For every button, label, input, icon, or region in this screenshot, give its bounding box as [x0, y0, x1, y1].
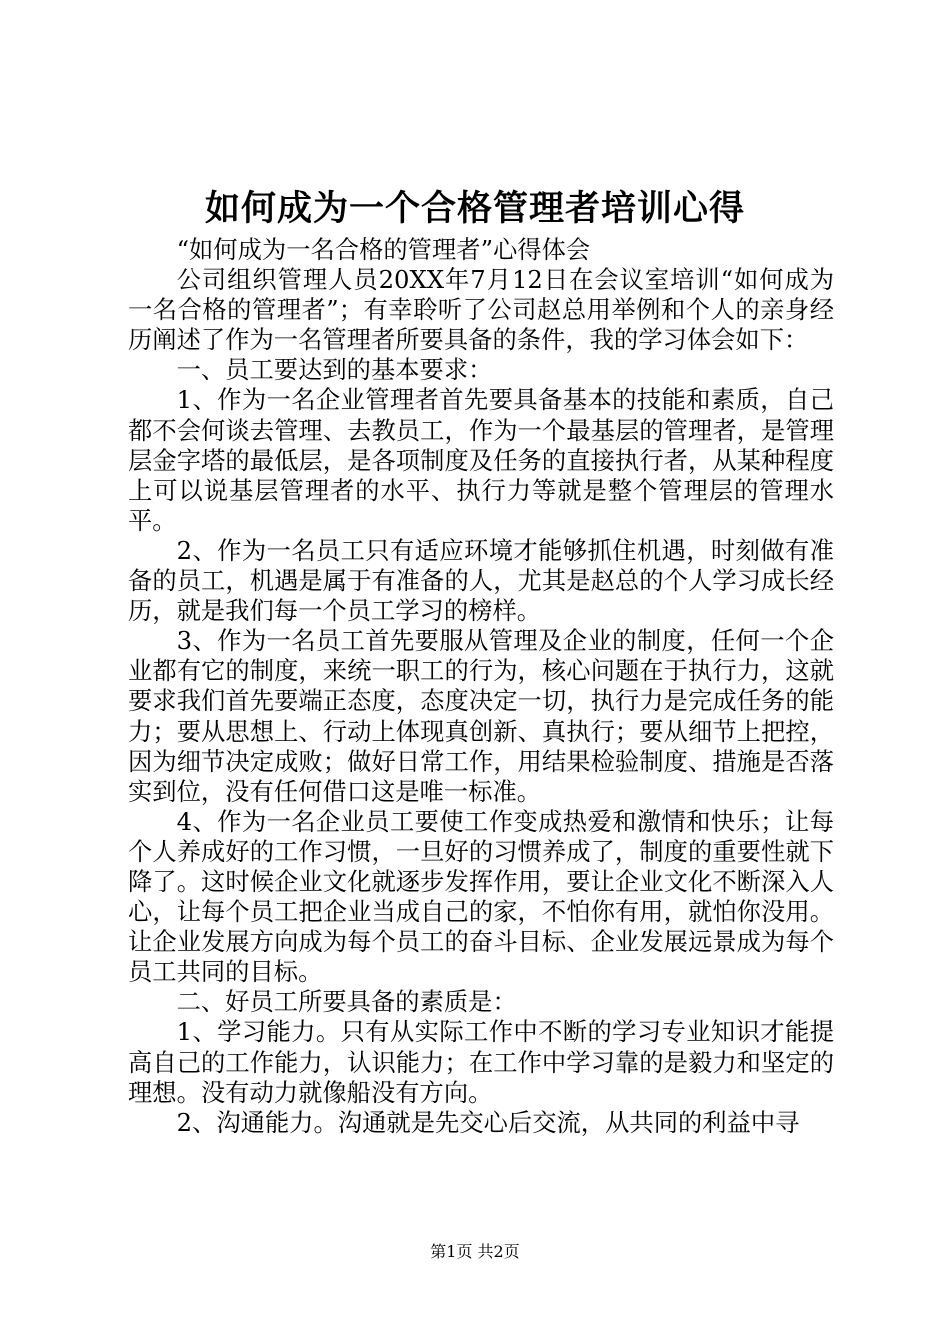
- paragraph-subtitle: “如何成为一名合格的管理者”心得体会: [176, 235, 591, 264]
- section-heading-1: 一、员工要达到的基本要求：: [176, 355, 493, 385]
- section-heading-2: 二、好员工所要具备的素质是：: [176, 987, 517, 1017]
- paragraph-item-1-1: 1、作为一名企业管理者首先要具备基本的技能和素质，自己都不会何谈去管理、去教员工，作为一个最基层的管理者，是管理层金字塔的最低层，是各项制度及任务的直接执行者，从某种程度上可以说基层管理者的水平、执行力等就是整个管理层的管理水平。: [128, 385, 834, 535]
- page-footer: 第1页 共2页: [430, 1242, 520, 1261]
- paragraph-item-1-3: 3、作为一名员工首先要服从管理及企业的制度，任何一个企业都有它的制度，来统一职工的行为，核心问题在于执行力，这就要求我们首先要端正态度，态度决定一切，执行力是完成任务的能力；要从思想上、行动上体现真创新、真执行；要从细节上把控，因为细节决定成败；做好日常工作，用结果检验制度、措施是否落实到位，没有任何借口这是唯一标准。: [128, 626, 834, 806]
- document-body: [128, 235, 834, 1138]
- paragraph-item-1-2: 2、作为一名员工只有适应环境才能够抓住机遇，时刻做有准备的员工，机遇是属于有准备的人，尤其是赵总的个人学习成长经历，就是我们每一个员工学习的榜样。: [128, 535, 834, 626]
- paragraph-item-1-4: 4、作为一名企业员工要使工作变成热爱和激情和快乐；让每个人养成好的工作习惯，一旦好的习惯养成了，制度的重要性就下降了。这时候企业文化就逐步发挥作用，要让企业文化不断深入人心，让每个员工把企业当成自己的家，不怕你有用，就怕你没用。让企业发展方向成为每个员工的奋斗目标、企业发展远景成为每个员工共同的目标。: [128, 806, 834, 987]
- paragraph-intro: 公司组织管理人员20XX年7月12日在会议室培训“如何成为一名合格的管理者”；有幸聆听了公司赵总用举例和个人的亲身经历阐述了作为一名管理者所要具备的条件，我的学习体会如下：: [128, 265, 834, 355]
- document-title: 如何成为一个合格管理者培训心得: [204, 188, 745, 229]
- paragraph-item-2-1: 1、学习能力。只有从实际工作中不断的学习专业知识才能提高自己的工作能力，认识能力；在工作中学习靠的是毅力和坚定的理想。没有动力就像船没有方向。: [128, 1017, 834, 1107]
- paragraph-item-2-2: 2、沟通能力。沟通就是先交心后交流，从共同的利益中寻: [176, 1107, 800, 1137]
